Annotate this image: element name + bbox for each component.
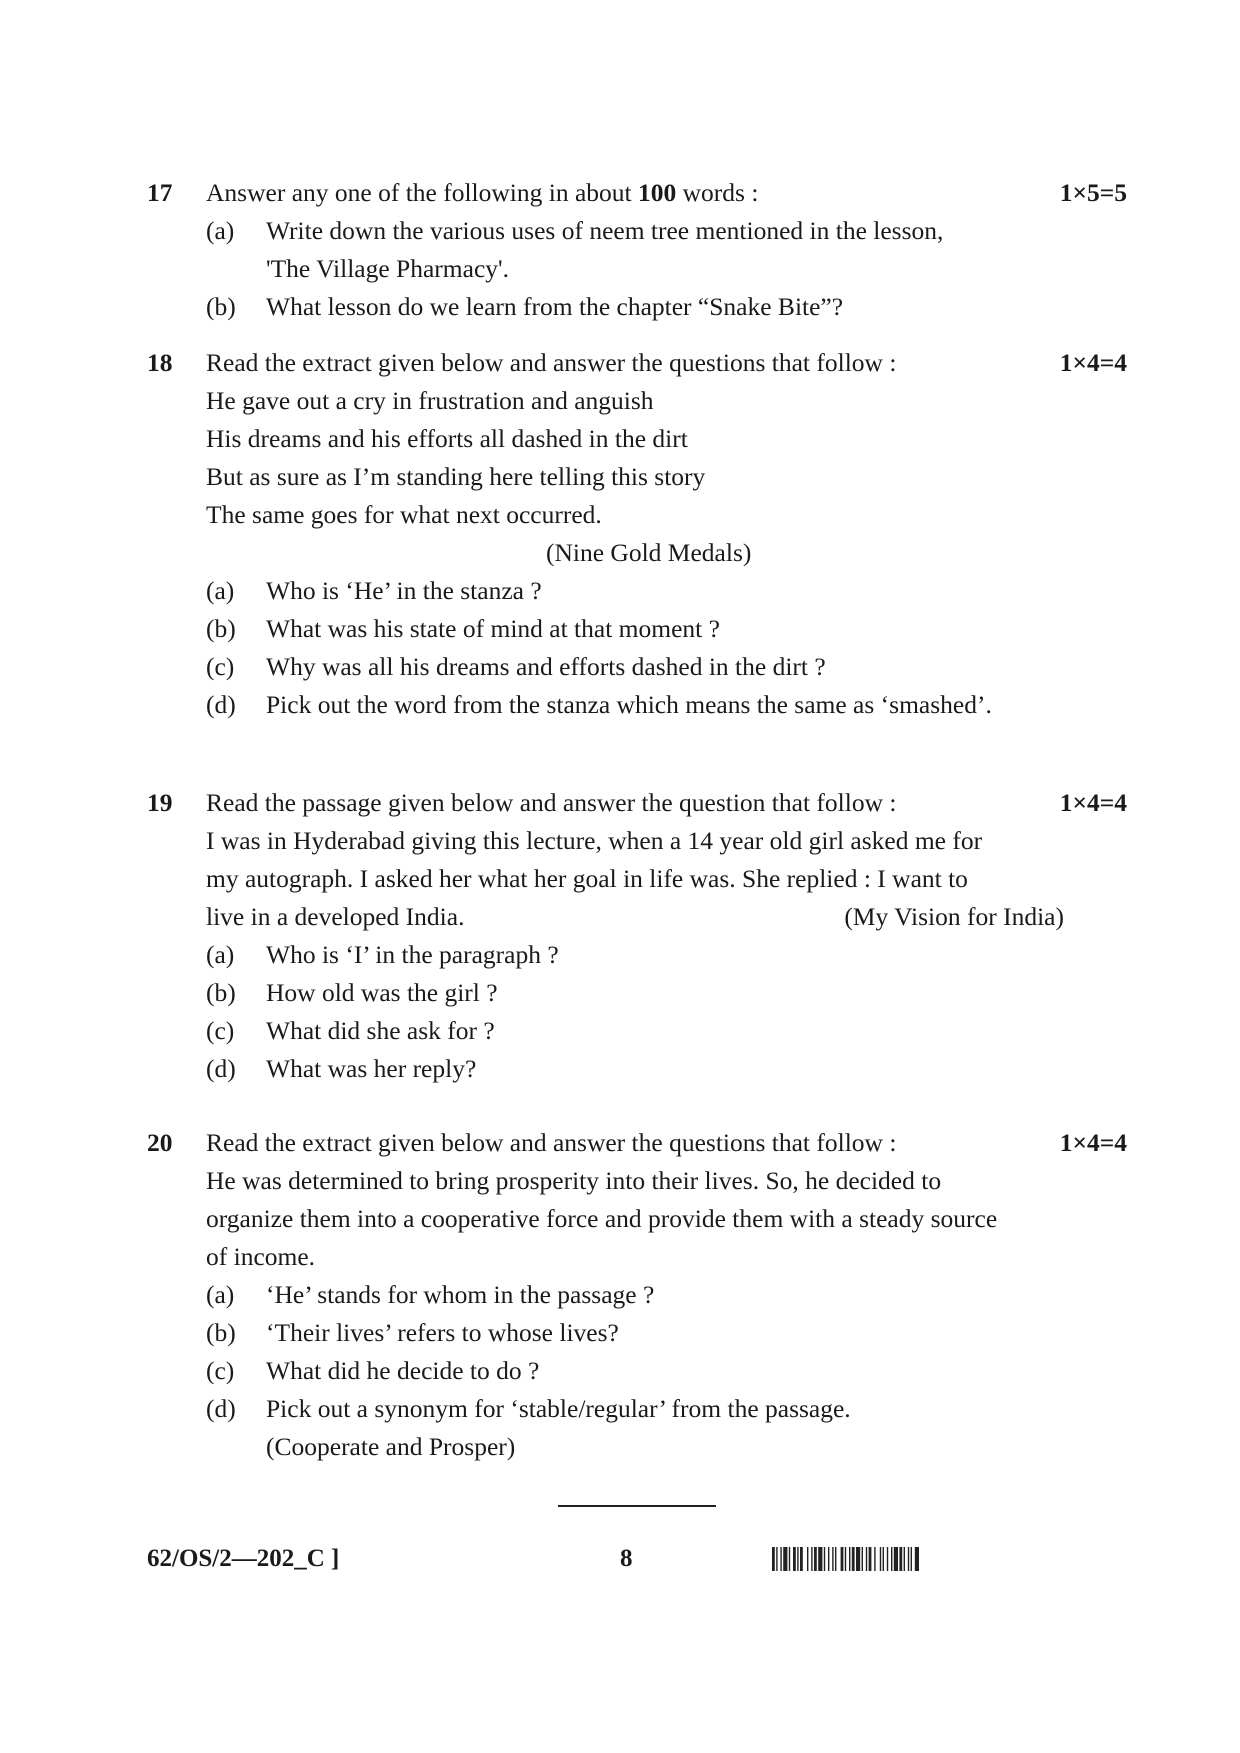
passage-line: I was in Hyderabad giving this lecture, when a 14 year old girl asked me for xyxy=(206,826,983,855)
stanza-line: He gave out a cry in frustration and anguish xyxy=(206,386,654,415)
passage-line: live in a developed India. xyxy=(206,902,465,931)
source-citation: (My Vision for India) xyxy=(844,902,1064,931)
source-citation: (Nine Gold Medals) xyxy=(546,538,752,567)
option-label: (d) xyxy=(206,1394,236,1423)
marks-label: 1×4=4 xyxy=(1059,348,1127,377)
page-number: 8 xyxy=(620,1545,633,1572)
passage-line: organize them into a cooperative force and provide them with a steady source xyxy=(206,1204,998,1233)
stanza-line: The same goes for what next occurred. xyxy=(206,500,602,529)
option-label: (b) xyxy=(206,1318,236,1347)
option-label: (d) xyxy=(206,1054,236,1083)
option-text: ‘Their lives’ refers to whose lives? xyxy=(266,1318,619,1347)
option-text: Write down the various uses of neem tree mentioned in the lesson, xyxy=(266,216,944,245)
option-label: (c) xyxy=(206,652,235,681)
option-text: What did he decide to do ? xyxy=(266,1356,540,1385)
passage-line: He was determined to bring prosperity into their lives. So, he decided to xyxy=(206,1166,942,1195)
option-text: ‘He’ stands for whom in the passage ? xyxy=(266,1280,655,1309)
question-text: Read the passage given below and answer the question that follow : xyxy=(206,788,897,817)
question-17 xyxy=(147,174,1127,326)
option-text: What was his state of mind at that moment ? xyxy=(266,614,720,643)
marks-label: 1×4=4 xyxy=(1059,788,1127,817)
paper-code: 62/OS/2—202_C ] xyxy=(147,1545,340,1572)
option-text: What did she ask for ? xyxy=(266,1016,495,1045)
option-text: What was her reply? xyxy=(266,1054,477,1083)
question-number: 19 xyxy=(147,788,173,817)
question-number: 20 xyxy=(147,1128,173,1157)
question-19 xyxy=(147,784,1127,1088)
option-text: Who is ‘I’ in the paragraph ? xyxy=(266,940,559,969)
passage-line: of income. xyxy=(206,1242,316,1271)
stanza-line: His dreams and his efforts all dashed in the dirt xyxy=(206,424,688,453)
option-label: (b) xyxy=(206,292,236,321)
question-20 xyxy=(147,1124,1127,1466)
option-label: (c) xyxy=(206,1356,235,1385)
question-number: 17 xyxy=(147,178,173,207)
option-label: (b) xyxy=(206,978,236,1007)
passage-line: my autograph. I asked her what her goal in life was. She replied : I want to xyxy=(206,864,968,893)
question-18 xyxy=(147,344,1127,724)
question-text: Read the extract given below and answer the questions that follow : xyxy=(206,348,897,377)
option-label: (a) xyxy=(206,940,235,969)
option-text-continued: 'The Village Pharmacy'. xyxy=(266,254,509,283)
marks-label: 1×4=4 xyxy=(1059,1128,1127,1157)
option-text: Pick out a synonym for ‘stable/regular’ from the passage. xyxy=(266,1394,851,1423)
option-text: What lesson do we learn from the chapter “Snake Bite”? xyxy=(266,292,844,321)
source-citation: (Cooperate and Prosper) xyxy=(266,1432,516,1461)
question-text: Read the extract given below and answer the questions that follow : xyxy=(206,1128,897,1157)
option-label: (c) xyxy=(206,1016,235,1045)
question-number: 18 xyxy=(147,348,173,377)
barcode xyxy=(772,1547,998,1571)
option-label: (a) xyxy=(206,1280,235,1309)
stanza-line: But as sure as I’m standing here telling this story xyxy=(206,462,706,491)
question-text: Answer any one of the following in about 100 words : xyxy=(206,178,759,207)
option-text: How old was the girl ? xyxy=(266,978,498,1007)
section-divider xyxy=(558,1505,716,1507)
option-label: (a) xyxy=(206,576,235,605)
option-label: (d) xyxy=(206,690,236,719)
option-label: (a) xyxy=(206,216,235,245)
option-text: Why was all his dreams and efforts dashed in the dirt ? xyxy=(266,652,826,681)
marks-label: 1×5=5 xyxy=(1059,178,1127,207)
option-text: Pick out the word from the stanza which means the same as ‘smashed’. xyxy=(266,690,992,719)
option-label: (b) xyxy=(206,614,236,643)
option-text: Who is ‘He’ in the stanza ? xyxy=(266,576,542,605)
